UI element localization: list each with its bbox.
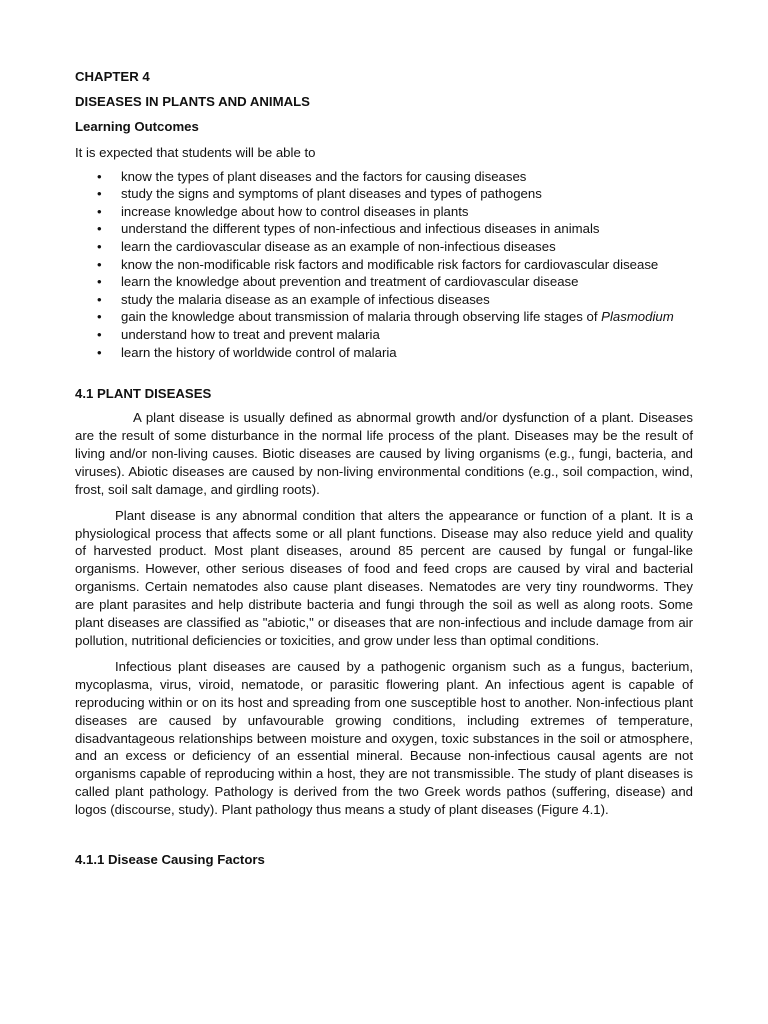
bullet-icon: •	[97, 344, 102, 360]
bullet-icon: •	[97, 309, 102, 325]
paragraph-1: A plant disease is usually defined as abnormal growth and/or dysfunction of a plant. Diseases are the result of some disturbance in the normal life process of the plant. Diseases may be the result of living and/or non-living causes. Biotic diseases are caused by living organisms (e.g., fungi, bacteria, and viruses). Abiotic diseases are caused by non-living environmental conditions (e.g., soil compaction, wind, frost, soil salt damage, and girdling roots).	[75, 410, 693, 497]
bullet-icon: •	[97, 203, 102, 219]
list-item: • learn the cardiovascular disease as an example of non-infectious diseases	[97, 238, 556, 254]
bullet-icon: •	[97, 326, 102, 342]
subsection-heading-disease-causing-factors: 4.1.1 Disease Causing Factors	[75, 852, 265, 868]
list-item: • study the malaria disease as an example of infectious diseases	[97, 291, 490, 307]
chapter-title: DISEASES IN PLANTS AND ANIMALS	[75, 94, 310, 109]
list-item: • increase knowledge about how to control diseases in plants	[97, 203, 469, 219]
list-item: • understand the different types of non-infectious and infectious diseases in animals	[97, 221, 600, 237]
list-item: • gain the knowledge about transmission of malaria through observing life stages of Plasmodium	[97, 309, 674, 325]
bullet-icon: •	[97, 274, 102, 290]
plasmodium-term: Plasmodium	[601, 309, 674, 325]
paragraph-3: Infectious plant diseases are caused by a pathogenic organism such as a fungus, bacterium, mycoplasma, virus, viroid, nematode, or parasitic flowering plant. An infectious agent is capable of reproducing within or on its host and spreading from one susceptible host to another. Non-infectious plant diseases are caused by unfavourable growing conditions, including extremes of temperature, disadvantageous relationships between moisture and oxygen, toxic substances in the soil or atmosphere, and an excess or deficiency of an essential mineral. Because non-infectious causal agents are not organisms capable of reproducing within a host, they are not transmissible. The study of plant diseases is called plant pathology. Pathology is derived from the two Greek words pathos (suffering, disease) and logos (discourse, study). Plant pathology thus means a study of plant diseases (Figure 4.1).	[75, 658, 693, 818]
section-heading-plant-diseases: 4.1 PLANT DISEASES	[75, 386, 212, 402]
bullet-icon: •	[97, 168, 102, 184]
list-item: • know the types of plant diseases and the factors for causing diseases	[97, 168, 527, 184]
list-item: • learn the history of worldwide control of malaria	[97, 344, 397, 360]
chapter-label: CHAPTER 4	[75, 69, 150, 84]
bullet-icon: •	[97, 221, 102, 237]
intro-text: It is expected that students will be able to	[75, 145, 316, 160]
document-page	[75, 68, 693, 869]
paragraph-2: Plant disease is any abnormal condition that alters the appearance or function of a plant. It is a physiological process that affects some or all plant functions. Disease may also reduce yield and quality of harvested product. Most plant diseases, around 85 percent are caused by fungal or fungal-like organisms. However, other serious diseases of food and feed crops are caused by viral and bacterial organisms. Certain nematodes also cause plant diseases. Nematodes are very tiny roundworms. They are plant parasites and help distribute bacteria and fungi through the soil as well as along roots. Some plant diseases are classified as "abiotic," or diseases that are non-infectious and include damage from air pollution, nutritional deficiencies or toxicities, and grow under less than optimal conditions.	[75, 507, 693, 648]
bullet-icon: •	[97, 256, 102, 272]
learning-outcomes-heading: Learning Outcomes	[75, 119, 199, 134]
list-item: • understand how to treat and prevent malaria	[97, 326, 380, 342]
bullet-icon: •	[97, 186, 102, 202]
list-item: • know the non-modificable risk factors and modificable risk factors for cardiovascular disease	[97, 256, 659, 272]
bullet-icon: •	[97, 291, 102, 307]
learning-outcomes-list	[75, 168, 693, 362]
list-item: • learn the knowledge about prevention and treatment of cardiovascular disease	[97, 274, 579, 290]
list-item: • study the signs and symptoms of plant diseases and types of pathogens	[97, 186, 542, 202]
bullet-icon: •	[97, 238, 102, 254]
